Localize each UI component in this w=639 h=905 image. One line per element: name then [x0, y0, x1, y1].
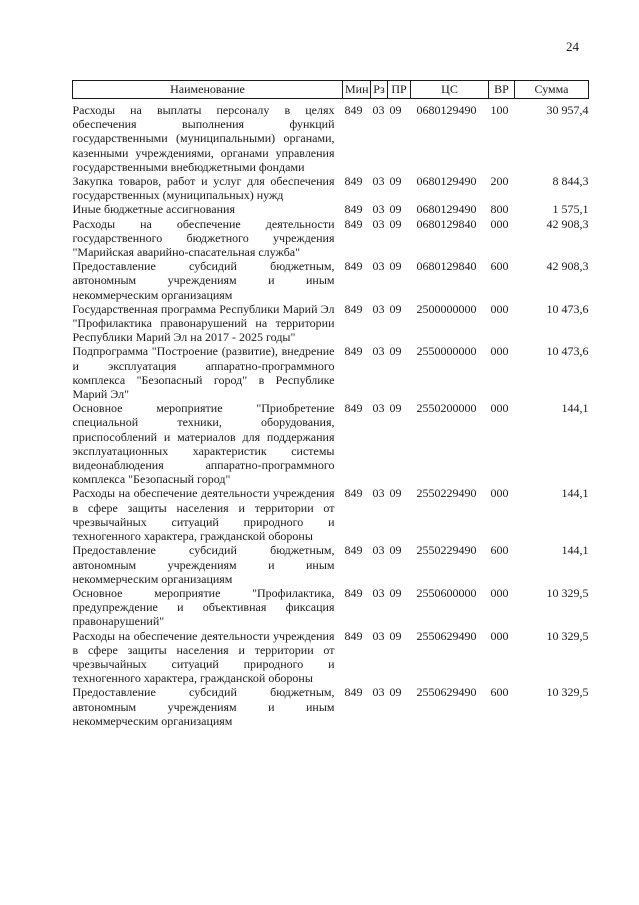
row-name: Расходы на выплаты персоналу в целях обеспечения выполнения функций государственными (муниципальными) органами, казенными учреждениями, органами управления государственными внебюджетными фондами — [72, 103, 335, 174]
header-sum: Сумма — [515, 81, 589, 99]
row-vr: 000 — [490, 486, 509, 501]
row-vr: 000 — [490, 344, 509, 359]
row-min: 849 — [344, 585, 363, 600]
row-name: Основное мероприятие "Профилактика, предупреждение и объективная фиксация правонарушений" — [72, 585, 335, 629]
row-pr: 09 — [389, 543, 402, 558]
row-min: 849 — [344, 202, 363, 217]
table-header-row — [73, 81, 589, 99]
table-row — [73, 586, 589, 629]
row-sum: 42 908,3 — [546, 259, 589, 274]
row-cs: 2550629490 — [416, 628, 477, 643]
row-cs: 2500000000 — [416, 301, 477, 316]
row-min: 849 — [344, 174, 363, 189]
row-name: Расходы на обеспечение деятельности учреждения в сфере защиты населения и территории от чрезвычайных ситуаций природного и техногенного характера, гражданской обороны — [72, 486, 335, 544]
table-row — [73, 217, 589, 260]
table-row — [73, 543, 589, 586]
row-sum: 10 329,5 — [546, 628, 589, 643]
row-rz: 03 — [372, 301, 385, 316]
row-sum: 144,1 — [561, 401, 589, 416]
table-row — [73, 486, 589, 543]
row-name: Расходы на обеспечение деятельности государственного бюджетного учреждения "Марийская аварийно-спасательная служба" — [72, 216, 335, 260]
row-sum: 1 575,1 — [552, 202, 589, 217]
page-number: 24 — [566, 39, 579, 54]
row-vr: 000 — [490, 216, 509, 231]
row-name: Основное мероприятие "Приобретение специальной техники, оборудования, приспособлений и материалов для поддержания эксплуатационных характеристик системы видеонаблюдения аппаратно-программного комплекса "Безопасный город" — [72, 401, 335, 487]
table-row — [73, 99, 589, 175]
row-cs: 2550229490 — [416, 486, 477, 501]
row-pr: 09 — [389, 344, 402, 359]
row-vr: 100 — [490, 103, 509, 117]
row-cs: 2550600000 — [416, 585, 477, 600]
row-name: Государственная программа Республики Марий Эл "Профилактика правонарушений на территории Республики Марий Эл на 2017 - 2025 годы" — [72, 301, 335, 345]
table-row — [73, 685, 589, 728]
row-pr: 09 — [389, 202, 402, 217]
row-sum: 144,1 — [561, 486, 589, 501]
row-sum: 10 329,5 — [546, 585, 589, 600]
row-rz: 03 — [372, 259, 385, 274]
row-cs: 2550200000 — [416, 401, 477, 416]
table-row — [73, 629, 589, 686]
row-rz: 03 — [372, 202, 385, 217]
row-sum: 10 473,6 — [546, 344, 589, 359]
header-name: Наименование — [73, 81, 343, 99]
row-min: 849 — [344, 259, 363, 274]
row-pr: 09 — [389, 259, 402, 274]
row-pr: 09 — [389, 628, 402, 643]
row-pr: 09 — [389, 685, 402, 700]
row-name: Расходы на обеспечение деятельности учреждения в сфере защиты населения и территории от чрезвычайных ситуаций природного и техногенного характера, гражданской обороны — [72, 628, 335, 686]
row-min: 849 — [344, 301, 363, 316]
header-vr: ВР — [489, 81, 515, 99]
row-vr: 000 — [490, 585, 509, 600]
row-cs: 0680129840 — [416, 259, 477, 274]
row-pr: 09 — [389, 301, 402, 316]
row-rz: 03 — [372, 344, 385, 359]
row-cs: 0680129490 — [416, 174, 477, 189]
row-rz: 03 — [372, 216, 385, 231]
row-sum: 42 908,3 — [546, 216, 589, 231]
row-rz: 03 — [372, 174, 385, 189]
row-min: 849 — [344, 401, 363, 416]
row-name: Подпрограмма "Построение (развитие), внедрение и эксплуатация аппаратно-программного комплекса "Безопасный город" в Республике Марий Эл" — [72, 344, 335, 402]
table-row — [73, 259, 589, 302]
header-pr: ПР — [388, 81, 411, 99]
row-vr: 800 — [490, 202, 509, 217]
row-name: Предоставление субсидий бюджетным, автономным учреждениям и иным некоммерческим организациям — [72, 685, 335, 728]
row-min: 849 — [344, 628, 363, 643]
table-row — [73, 344, 589, 401]
header-cs: ЦС — [411, 81, 489, 99]
budget-table — [72, 80, 589, 728]
row-pr: 09 — [389, 103, 402, 117]
row-vr: 200 — [490, 174, 509, 189]
row-min: 849 — [344, 344, 363, 359]
header-rz: Рз — [371, 81, 388, 99]
row-vr: 000 — [490, 301, 509, 316]
row-name: Закупка товаров, работ и услуг для обеспечения государственных (муниципальных) нужд — [72, 174, 335, 203]
row-cs: 2550229490 — [416, 543, 477, 558]
row-vr: 600 — [490, 259, 509, 274]
table-row — [73, 302, 589, 345]
row-cs: 0680129490 — [416, 202, 477, 217]
row-rz: 03 — [372, 401, 385, 416]
row-cs: 0680129840 — [416, 216, 477, 231]
table-row — [73, 202, 589, 216]
row-sum: 10 329,5 — [546, 685, 589, 700]
row-pr: 09 — [389, 174, 402, 189]
row-min: 849 — [344, 216, 363, 231]
header-min: Мин — [343, 81, 371, 99]
row-cs: 2550629490 — [416, 685, 477, 700]
row-name: Иные бюджетные ассигнования — [72, 202, 235, 217]
row-pr: 09 — [389, 585, 402, 600]
row-rz: 03 — [372, 486, 385, 501]
row-vr: 600 — [490, 543, 509, 558]
row-rz: 03 — [372, 543, 385, 558]
row-min: 849 — [344, 685, 363, 700]
row-rz: 03 — [372, 103, 385, 117]
table-row — [73, 174, 589, 202]
row-sum: 10 473,6 — [546, 301, 589, 316]
row-vr: 600 — [490, 685, 509, 700]
row-rz: 03 — [372, 685, 385, 700]
row-cs: 2550000000 — [416, 344, 477, 359]
row-min: 849 — [344, 543, 363, 558]
row-pr: 09 — [389, 216, 402, 231]
row-pr: 09 — [389, 401, 402, 416]
row-min: 849 — [344, 103, 363, 117]
row-rz: 03 — [372, 585, 385, 600]
row-sum: 144,1 — [561, 543, 589, 558]
table-row — [73, 401, 589, 486]
row-sum: 30 957,4 — [546, 103, 589, 117]
row-cs: 0680129490 — [416, 103, 477, 117]
row-rz: 03 — [372, 628, 385, 643]
row-name: Предоставление субсидий бюджетным, автономным учреждениям и иным некоммерческим организациям — [72, 259, 335, 302]
row-name: Предоставление субсидий бюджетным, автономным учреждениям и иным некоммерческим организациям — [72, 543, 335, 586]
row-vr: 000 — [490, 628, 509, 643]
row-min: 849 — [344, 486, 363, 501]
row-pr: 09 — [389, 486, 402, 501]
row-sum: 8 844,3 — [552, 174, 589, 189]
row-vr: 000 — [490, 401, 509, 416]
